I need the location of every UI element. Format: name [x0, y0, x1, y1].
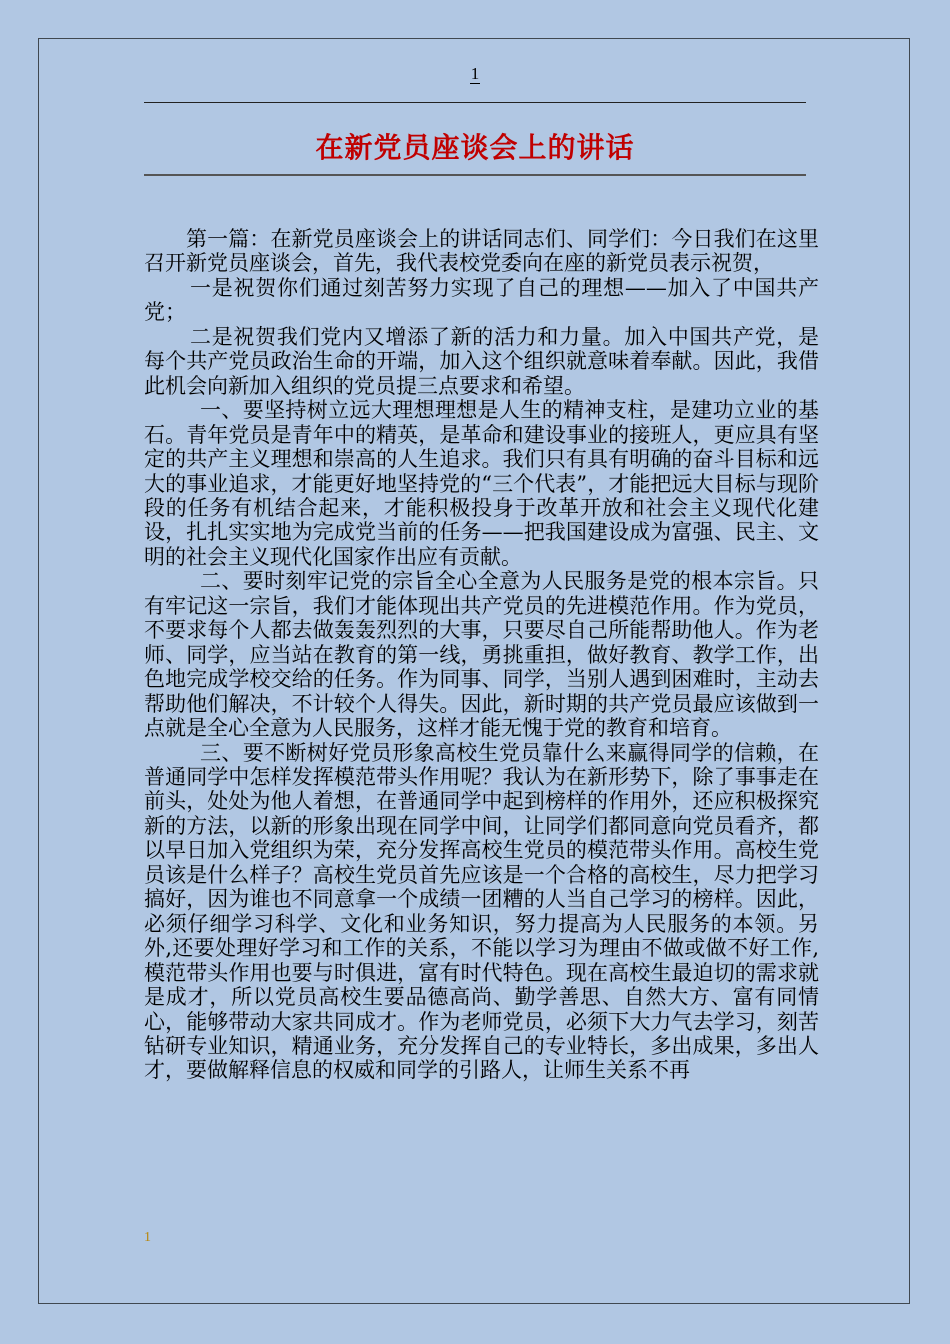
paragraph-intro: 第一篇：在新党员座谈会上的讲话同志们、同学们：今日我们在这里召开新党员座谈会，首先，我代表校党委向在座的新党员表示祝贺，: [144, 227, 819, 276]
paragraph-point-two: 二、要时刻牢记党的宗旨全心全意为人民服务是党的根本宗旨。只有牢记这一宗旨，我们才能体现出共产党员的先进模范作用。作为党员，不要求每个人都去做轰轰烈烈的大事，只要尽自己所能帮助他人。作为老师、同学，应当站在教育的第一线，勇挑重担，做好教育、教学工作，出色地完成学校交给的任务。作为同事、同学，当别人遇到困难时，主动去帮助他们解决，不计较个人得失。因此，新时期的共产党员最应该做到一点就是全心全意为人民服务，这样才能无愧于党的教育和培育。: [144, 569, 819, 741]
header-page-number-text: 1: [470, 64, 480, 83]
paragraph-point-three: 三、要不断树好党员形象高校生党员靠什么来赢得同学的信赖，在普通同学中怎样发挥模范带头作用呢？我认为在新形势下，除了事事走在前头，处处为他人着想，在普通同学中起到榜样的作用外，还应积极探究新的方法，以新的形象出现在同学中间，让同学们都同意向党员看齐，都以早日加入党组织为荣，充分发挥高校生党员的模范带头作用。高校生党员该是什么样子？高校生党员首先应该是一个合格的高校生，尽力把学习搞好，因为谁也不同意拿一个成绩一团糟的人当自己学习的榜样。因此，必须仔细学习科学、文化和业务知识，努力提高为人民服务的本领。另外,还要处理好学习和工作的关系，不能以学习为理由不做或做不好工作,模范带头作用也要与时俱进，富有时代特色。现在高校生最迫切的需求就是成才，所以党员高校生要品德高尚、勤学善思、自然大方、富有同情心，能够带动大家共同成才。作为老师党员，必须下大力气去学习，刻苦钻研专业知识，精通业务，充分发挥自己的专业特长，多出成果，多出人才，要做解释信息的权威和同学的引路人，让师生关系不再: [144, 740, 819, 1083]
title-divider: [144, 174, 806, 176]
header-page-number: [0, 64, 950, 84]
paragraph-congrats-two: 二是祝贺我们党内又增添了新的活力和力量。加入中国共产党，是每个共产党员政治生命的开端，加入这个组织就意味着奉献。因此，我借此机会向新加入组织的党员提三点要求和希望。: [144, 324, 819, 398]
document-body: [144, 227, 819, 1083]
footer-page-number: 1: [144, 1230, 151, 1245]
paragraph-point-one: 一、要坚持树立远大理想理想是人生的精神支柱，是建功立业的基石。青年党员是青年中的精英，是革命和建设事业的接班人，更应具有坚定的共产主义理想和崇高的人生追求。我们只有具有明确的奋斗目标和远大的事业追求，才能更好地坚持党的“三个代表”，才能把远大目标与现阶段的任务有机结合起来，才能积极投身于改革开放和社会主义现代化建设，扎扎实实地为完成党当前的任务——把我国建设成为富强、民主、文明的社会主义现代化国家作出应有贡献。: [144, 398, 819, 569]
header-divider: [144, 102, 806, 103]
document-title: 在新党员座谈会上的讲话: [315, 131, 635, 164]
paragraph-congrats-one: 一是祝贺你们通过刻苦努力实现了自己的理想——加入了中国共产党；: [144, 275, 819, 325]
